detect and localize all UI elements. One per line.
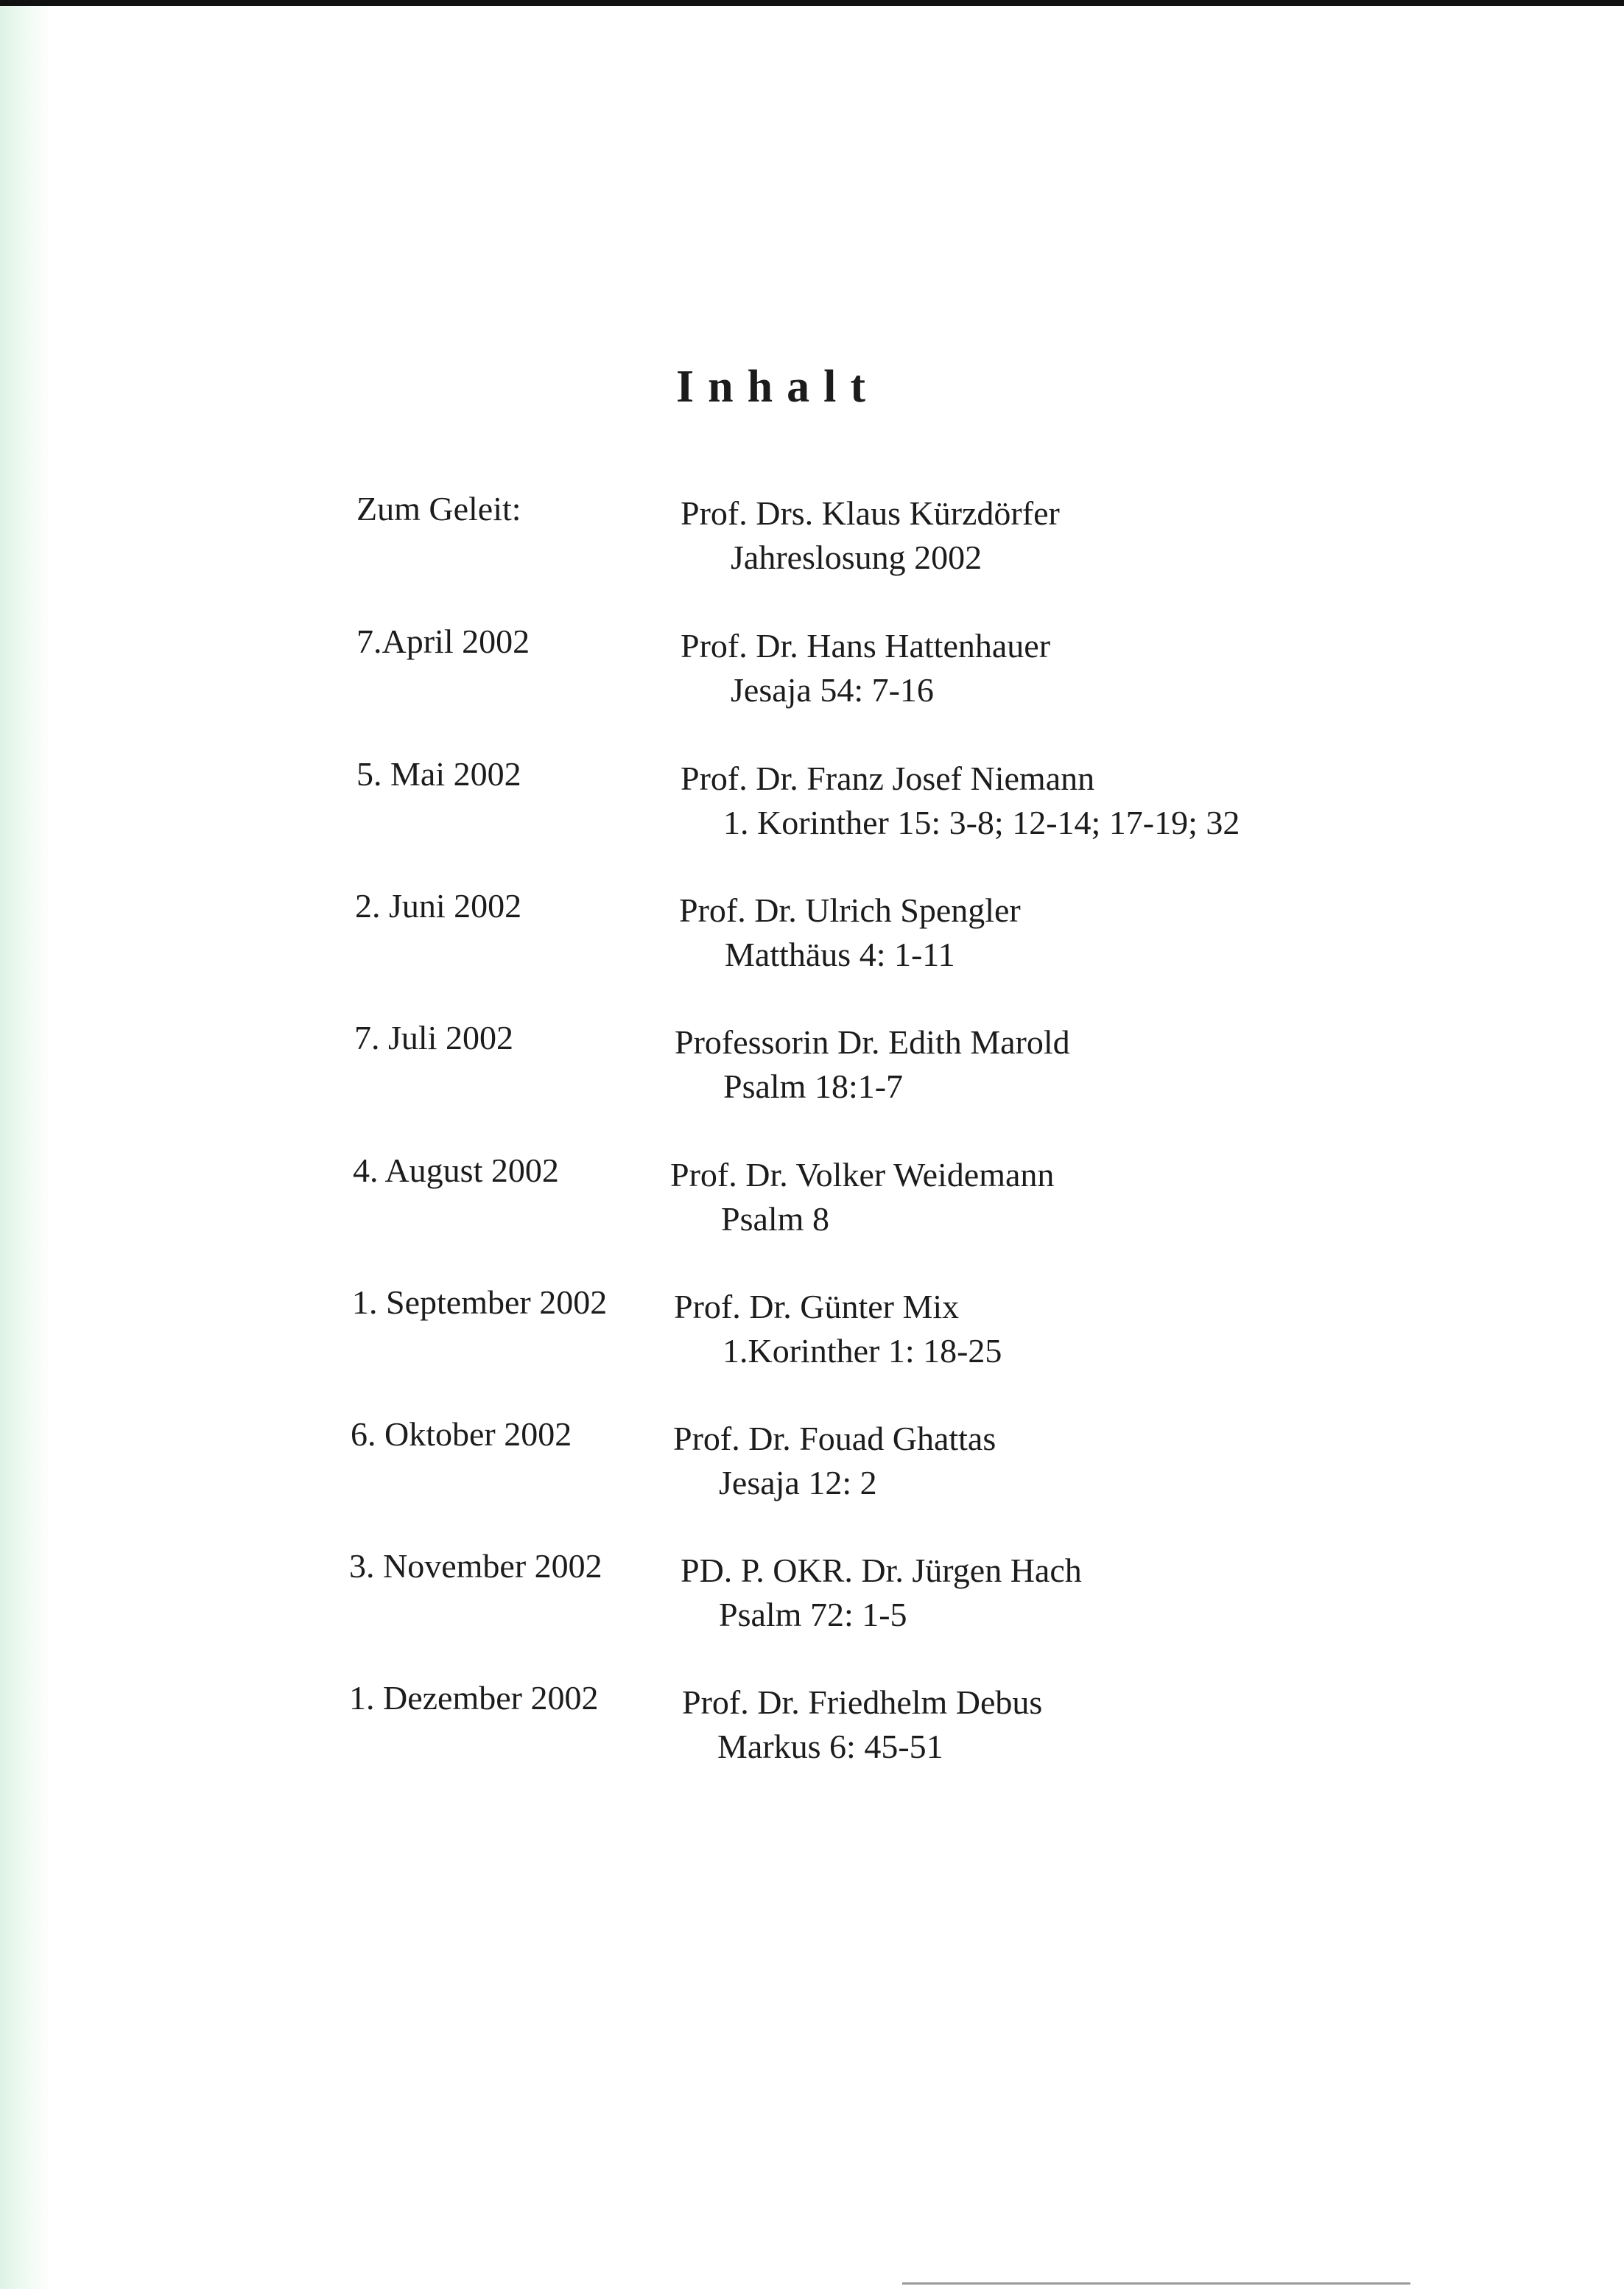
entry-scripture: Jahreslosung 2002 bbox=[731, 539, 983, 576]
entry-date: 3. November 2002 bbox=[349, 1547, 602, 1585]
entry-date: 2. Juni 2002 bbox=[355, 887, 522, 925]
entry-date: 1. September 2002 bbox=[352, 1283, 608, 1321]
entry-author: Prof. Drs. Klaus Kürzdörfer bbox=[681, 494, 1060, 532]
entry-author: Prof. Dr. Ulrich Spengler bbox=[679, 891, 1021, 929]
page-title: Inhalt bbox=[676, 361, 879, 412]
entry-scripture: Psalm 8 bbox=[721, 1200, 829, 1238]
entry-author: Prof. Dr. Fouad Ghattas bbox=[673, 1420, 996, 1457]
entry-author: Professorin Dr. Edith Marold bbox=[675, 1023, 1070, 1061]
entry-date: 1. Dezember 2002 bbox=[349, 1679, 599, 1717]
entry-author: Prof. Dr. Franz Josef Niemann bbox=[681, 760, 1095, 797]
entry-date: Zum Geleit: bbox=[356, 490, 521, 527]
entry-author: Prof. Dr. Friedhelm Debus bbox=[682, 1683, 1043, 1721]
entry-scripture: 1.Korinther 1: 18-25 bbox=[723, 1332, 1002, 1370]
entry-author: Prof. Dr. Volker Weidemann bbox=[670, 1156, 1055, 1193]
entry-scripture: Jesaja 54: 7-16 bbox=[731, 671, 934, 709]
entry-scripture: Jesaja 12: 2 bbox=[719, 1464, 877, 1501]
entry-scripture: Psalm 18:1-7 bbox=[723, 1068, 904, 1105]
entry-author: Prof. Dr. Hans Hattenhauer bbox=[681, 627, 1051, 665]
scan-left-edge bbox=[0, 6, 52, 2289]
entry-date: 7.April 2002 bbox=[356, 623, 530, 660]
entry-author: PD. P. OKR. Dr. Jürgen Hach bbox=[681, 1552, 1082, 1589]
entry-date: 5. Mai 2002 bbox=[356, 755, 521, 793]
scan-top-edge bbox=[0, 0, 1624, 6]
entry-date: 4. August 2002 bbox=[353, 1151, 559, 1189]
entry-scripture: Psalm 72: 1-5 bbox=[719, 1596, 907, 1633]
entry-date: 6. Oktober 2002 bbox=[351, 1415, 572, 1453]
entry-author: Prof. Dr. Günter Mix bbox=[674, 1288, 960, 1325]
entry-date: 7. Juli 2002 bbox=[354, 1019, 513, 1056]
scan-bottom-mark bbox=[902, 2282, 1410, 2285]
entry-scripture: 1. Korinther 15: 3-8; 12-14; 17-19; 32 bbox=[723, 804, 1240, 841]
entry-scripture: Markus 6: 45-51 bbox=[717, 1728, 943, 1765]
entry-scripture: Matthäus 4: 1-11 bbox=[725, 936, 955, 973]
